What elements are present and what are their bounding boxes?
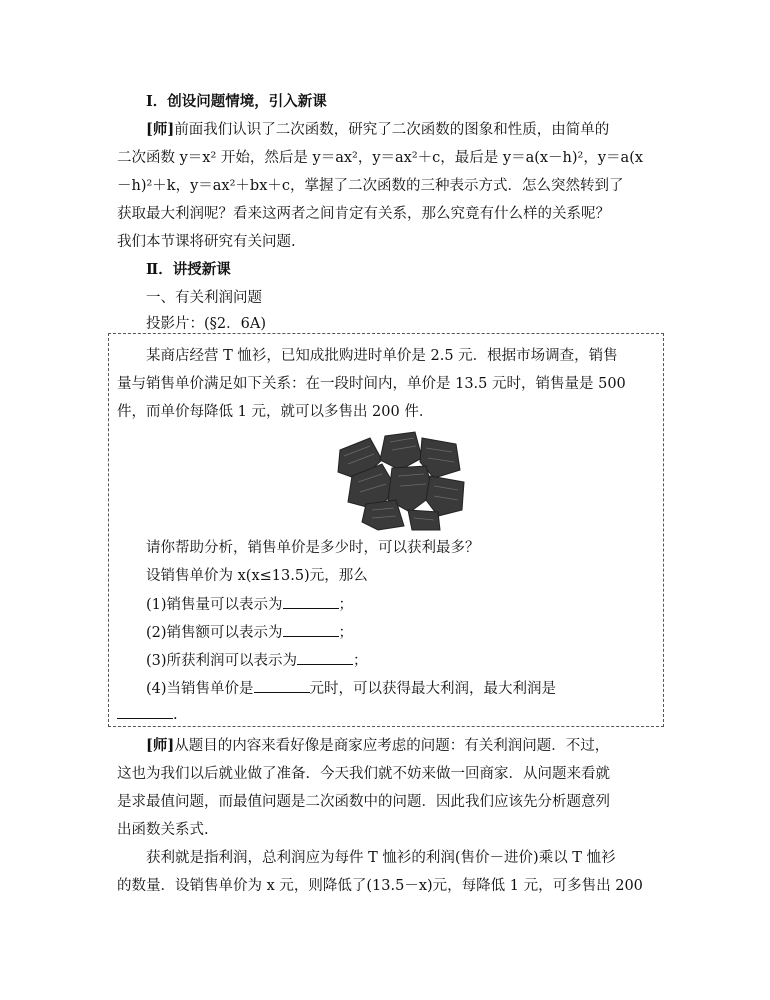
discussion-line-6: 的数量．设销售单价为 x 元，则降低了(13.5－x)元，每降低 1 元，可多售出 200 xyxy=(117,878,643,894)
section-2-heading: Ⅱ．讲授新课 xyxy=(146,261,231,278)
discussion-line-1: [师]从题目的内容来看好像是商家应考虑的问题：有关利润问题．不过， xyxy=(146,737,610,754)
slide-reference: 投影片：(§2．6A) xyxy=(146,316,266,332)
question-4-continued: . xyxy=(117,704,178,725)
question-intro: 请你帮助分析，销售单价是多少时，可以获利最多？ xyxy=(146,540,480,556)
discussion-line-5: 获利就是指利润，总利润应为每件 T 恤衫的利润(售价－进价)乘以 T 恤衫 xyxy=(146,850,616,866)
t-shirts-pile-image xyxy=(330,430,470,532)
question-1: (1)销售量可以表示为 ； xyxy=(146,594,353,615)
answer-blank-1 xyxy=(283,594,339,609)
discussion-line-3: 是求最值问题，而最值问题是二次函数中的问题．因此我们应该先分析题意列 xyxy=(117,794,610,810)
question-2: (2)销售额可以表示为 ； xyxy=(146,622,353,643)
discussion-line-2: 这也为我们以后就业做了准备．今天我们就不妨来做一回商家．从问题来看就 xyxy=(117,766,610,782)
paragraph-1-line-5: 我们本节课将研究有关问题. xyxy=(117,234,296,250)
paragraph-1-line-2: 二次函数 y＝x² 开始，然后是 y＝ax²，y＝ax²＋c，最后是 y＝a(x－h)²，y＝a(x xyxy=(117,150,644,166)
question-setup: 设销售单价为 x(x≤13.5)元，那么 xyxy=(146,568,368,584)
paragraph-1-line-1: [师]前面我们认识了二次函数，研究了二次函数的图象和性质，由简单的 xyxy=(146,121,610,138)
question-4: (4)当销售单价是 元时，可以获得最大利润，最大利润是 xyxy=(146,678,556,699)
answer-blank-2 xyxy=(283,622,339,637)
problem-line-3: 件，而单价每降低 1 元，就可以多售出 200 件． xyxy=(117,404,434,420)
teacher-tag: [师] xyxy=(146,737,175,754)
question-3: (3)所获利润可以表示为 ； xyxy=(146,650,368,671)
teacher-tag: [师] xyxy=(146,121,175,138)
problem-line-2: 量与销售单价满足如下关系：在一段时间内，单价是 13.5 元时，销售量是 500 xyxy=(117,376,626,392)
paragraph-1-line-3: －h)²＋k，y＝ax²＋bx＋c，掌握了二次函数的三种表示方式．怎么突然转到了 xyxy=(117,178,624,194)
discussion-line-4: 出函数关系式. xyxy=(117,822,209,838)
subsection-1-heading: 一、有关利润问题 xyxy=(146,290,262,306)
answer-blank-4 xyxy=(254,678,310,693)
problem-line-1: 某商店经营 T 恤衫，已知成批购进时单价是 2.5 元．根据市场调查，销售 xyxy=(146,348,618,364)
answer-blank-5 xyxy=(117,704,173,719)
answer-blank-3 xyxy=(297,650,353,665)
paragraph-1-line-4: 获取最大利润呢？看来这两者之间肯定有关系，那么究竟有什么样的关系呢？ xyxy=(117,206,610,222)
section-1-heading: Ⅰ．创设问题情境，引入新课 xyxy=(146,93,327,110)
